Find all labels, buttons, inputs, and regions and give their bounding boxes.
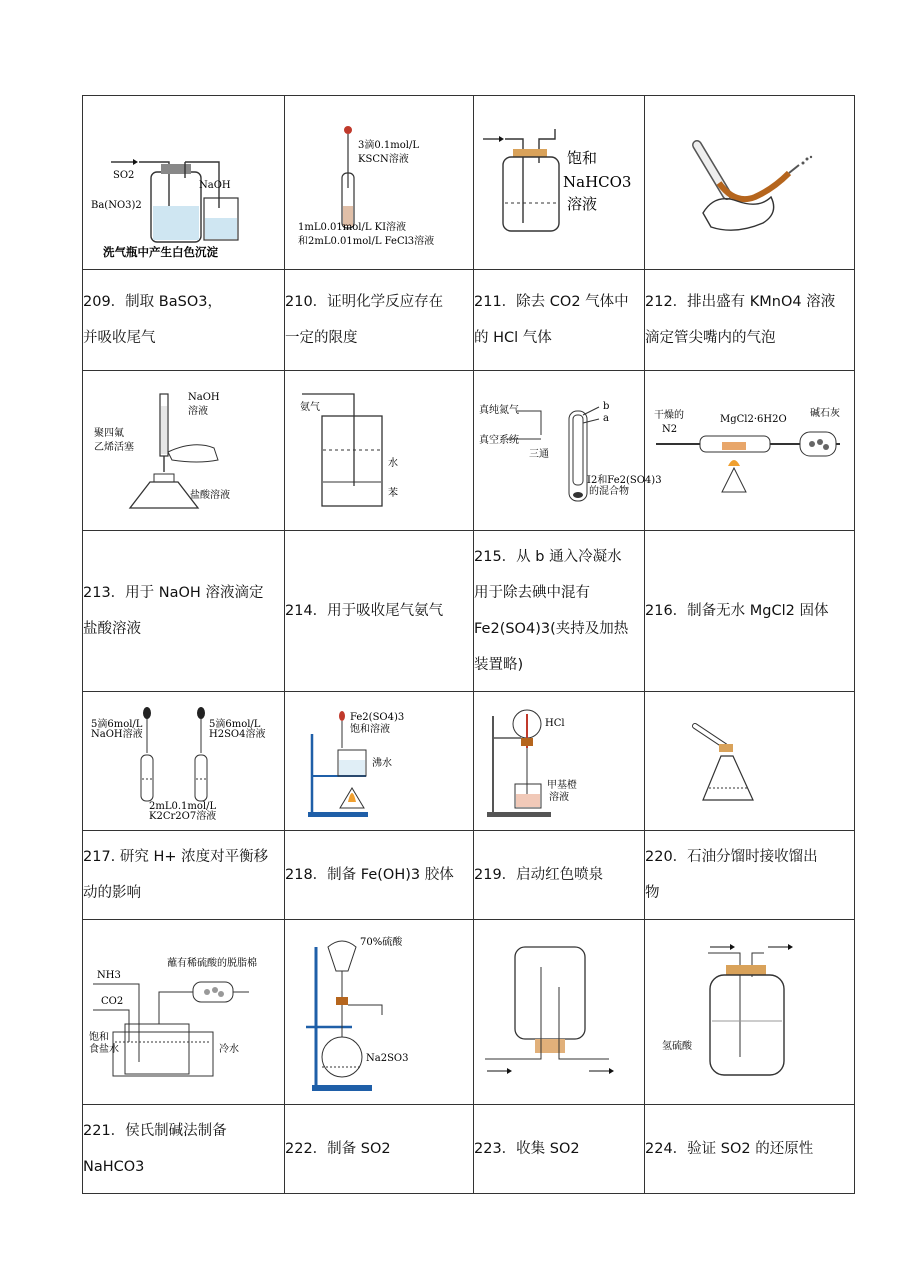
label-naoh: NaOH: [187, 391, 220, 403]
label-ptfe: 聚四氟: [93, 427, 124, 439]
caption-224: 224．验证 SO2 的还原性: [645, 1105, 855, 1194]
diagram-223: [474, 920, 645, 1105]
label-na2so3: Na2SO3: [365, 1053, 408, 1064]
caption-row: [83, 831, 855, 920]
label-boiling-water: 沸水: [371, 757, 392, 769]
label-b: b: [602, 400, 609, 412]
caption-row: [83, 270, 855, 371]
diagram-216: [645, 371, 855, 531]
label-naoh-sol: 溶液: [187, 405, 208, 417]
caption-214: 214．用于吸收尾气氨气: [285, 531, 474, 692]
image-row: [83, 920, 855, 1105]
diagram-212: [645, 96, 855, 270]
label-sulfuric: 70%硫酸: [359, 937, 402, 948]
caption-215: 215．从 b 通入冷凝水 用于除去碘中混有 Fe2(SO4)3(夹持及加热 装置略): [474, 531, 645, 692]
label-sat-sol: 饱和溶液: [349, 723, 390, 735]
label-soda-lime: 碱石灰: [809, 407, 840, 419]
label-saturated: 饱和: [567, 148, 598, 167]
label-vacuum: 真空系统: [478, 434, 519, 446]
label-co2: CO2: [100, 996, 123, 1007]
label-ki: 1mL0.01mol/L KI溶液: [297, 221, 406, 233]
label-water: 水: [387, 457, 398, 469]
label-stopcock: 乙烯活塞: [93, 441, 134, 453]
experiment-table: [82, 95, 855, 1194]
label-brine: 食盐水: [88, 1044, 119, 1055]
caption-223: 223．收集 SO2: [474, 1105, 645, 1194]
caption-216: 216．制备无水 MgCl2 固体: [645, 531, 855, 692]
diagram-220: [645, 692, 855, 831]
label-h2s-acid: 氢硫酸: [661, 1041, 692, 1052]
diagram-213: [83, 371, 285, 531]
caption-221: 221．侯氏制碱法制备 NaHCO3: [83, 1105, 285, 1194]
caption-218: 218．制备 Fe(OH)3 胶体: [285, 831, 474, 920]
label-tee: 三通: [528, 448, 549, 460]
label-mgcl2: MgCl2·6H2O: [719, 413, 787, 425]
label-naoh-amount: 5滴6mol/L: [90, 719, 142, 730]
caption-219: 219．启动红色喷泉: [474, 831, 645, 920]
diagram-210: [285, 96, 474, 270]
caption-213: 213．用于 NaOH 溶液滴定 盐酸溶液: [83, 531, 285, 692]
label-cotton: 蘸有稀硫酸的脱脂棉: [166, 958, 257, 969]
caption-209: 209．制取 BaSO3， 并吸收尾气: [83, 270, 285, 371]
label-methyl-orange: 甲基橙: [546, 779, 577, 791]
label-nitrogen: 真纯氮气: [478, 404, 519, 416]
label-hcl: HCl: [544, 717, 565, 729]
label-fe2so43: Fe2(SO4)3: [349, 711, 404, 723]
caption-220: 220．石油分馏时接收馏出 物: [645, 831, 855, 920]
label-nh3: NH3: [96, 970, 121, 981]
image-row: [83, 371, 855, 531]
label-ba-no3: Ba(NO3)2: [90, 199, 142, 211]
caption-217: 217. 研究 H+ 浓度对平衡移 动的影响: [83, 831, 285, 920]
label-h2so4-sol: H2SO4溶液: [208, 729, 265, 740]
label-dry: 干燥的: [653, 409, 684, 421]
diagram-219: [474, 692, 645, 831]
diagram-224: [645, 920, 855, 1105]
diagram-214: [285, 371, 474, 531]
image-row: [83, 96, 855, 270]
label-so2: SO2: [112, 169, 134, 181]
caption-row: [83, 1105, 855, 1194]
diagram-215: [474, 371, 662, 531]
label-caption: 洗气瓶中产生白色沉淀: [102, 244, 218, 259]
label-ammonia: 氨气: [299, 401, 320, 413]
label-cold-water: 冷水: [218, 1044, 239, 1055]
label-a: a: [602, 412, 609, 424]
diagram-221: [83, 920, 285, 1105]
label-naoh: NaOH: [198, 179, 231, 191]
label-h2so4-amount: 5滴6mol/L: [208, 719, 260, 730]
diagram-222: [285, 920, 474, 1105]
label-kscn-amount: 3滴0.1mol/L: [357, 139, 419, 151]
caption-row: [83, 531, 855, 692]
label-n2: N2: [661, 423, 677, 435]
label-k2cr2o7-amount: 2mL0.1mol/L: [148, 801, 216, 812]
image-row: [83, 692, 855, 831]
label-naoh-sol: NaOH溶液: [90, 729, 143, 740]
label-benzene: 苯: [387, 487, 398, 499]
caption-211: 211．除去 CO2 气体中 的 HCl 气体: [474, 270, 645, 371]
label-solution: 溶液: [567, 194, 598, 213]
diagram-218: [285, 692, 474, 831]
label-mixture: I2和Fe2(SO4)3: [586, 474, 662, 486]
label-k2cr2o7: K2Cr2O7溶液: [148, 811, 216, 822]
diagram-217: [83, 692, 285, 831]
label-nahco3: NaHCO3: [563, 172, 632, 191]
label-hcl-sol: 盐酸溶液: [189, 489, 230, 501]
label-mixture2: 的混合物: [588, 485, 629, 497]
label-mo-sol: 溶液: [548, 791, 569, 803]
label-kscn: KSCN溶液: [357, 153, 409, 165]
label-fecl3: 和2mL0.01mol/L FeCl3溶液: [297, 235, 434, 247]
diagram-211: [474, 96, 645, 270]
caption-210: 210．证明化学反应存在 一定的限度: [285, 270, 474, 371]
label-saturated: 饱和: [88, 1032, 109, 1043]
caption-212: 212．排出盛有 KMnO4 溶液 滴定管尖嘴内的气泡: [645, 270, 855, 371]
caption-222: 222．制备 SO2: [285, 1105, 474, 1194]
diagram-209: [83, 96, 285, 270]
